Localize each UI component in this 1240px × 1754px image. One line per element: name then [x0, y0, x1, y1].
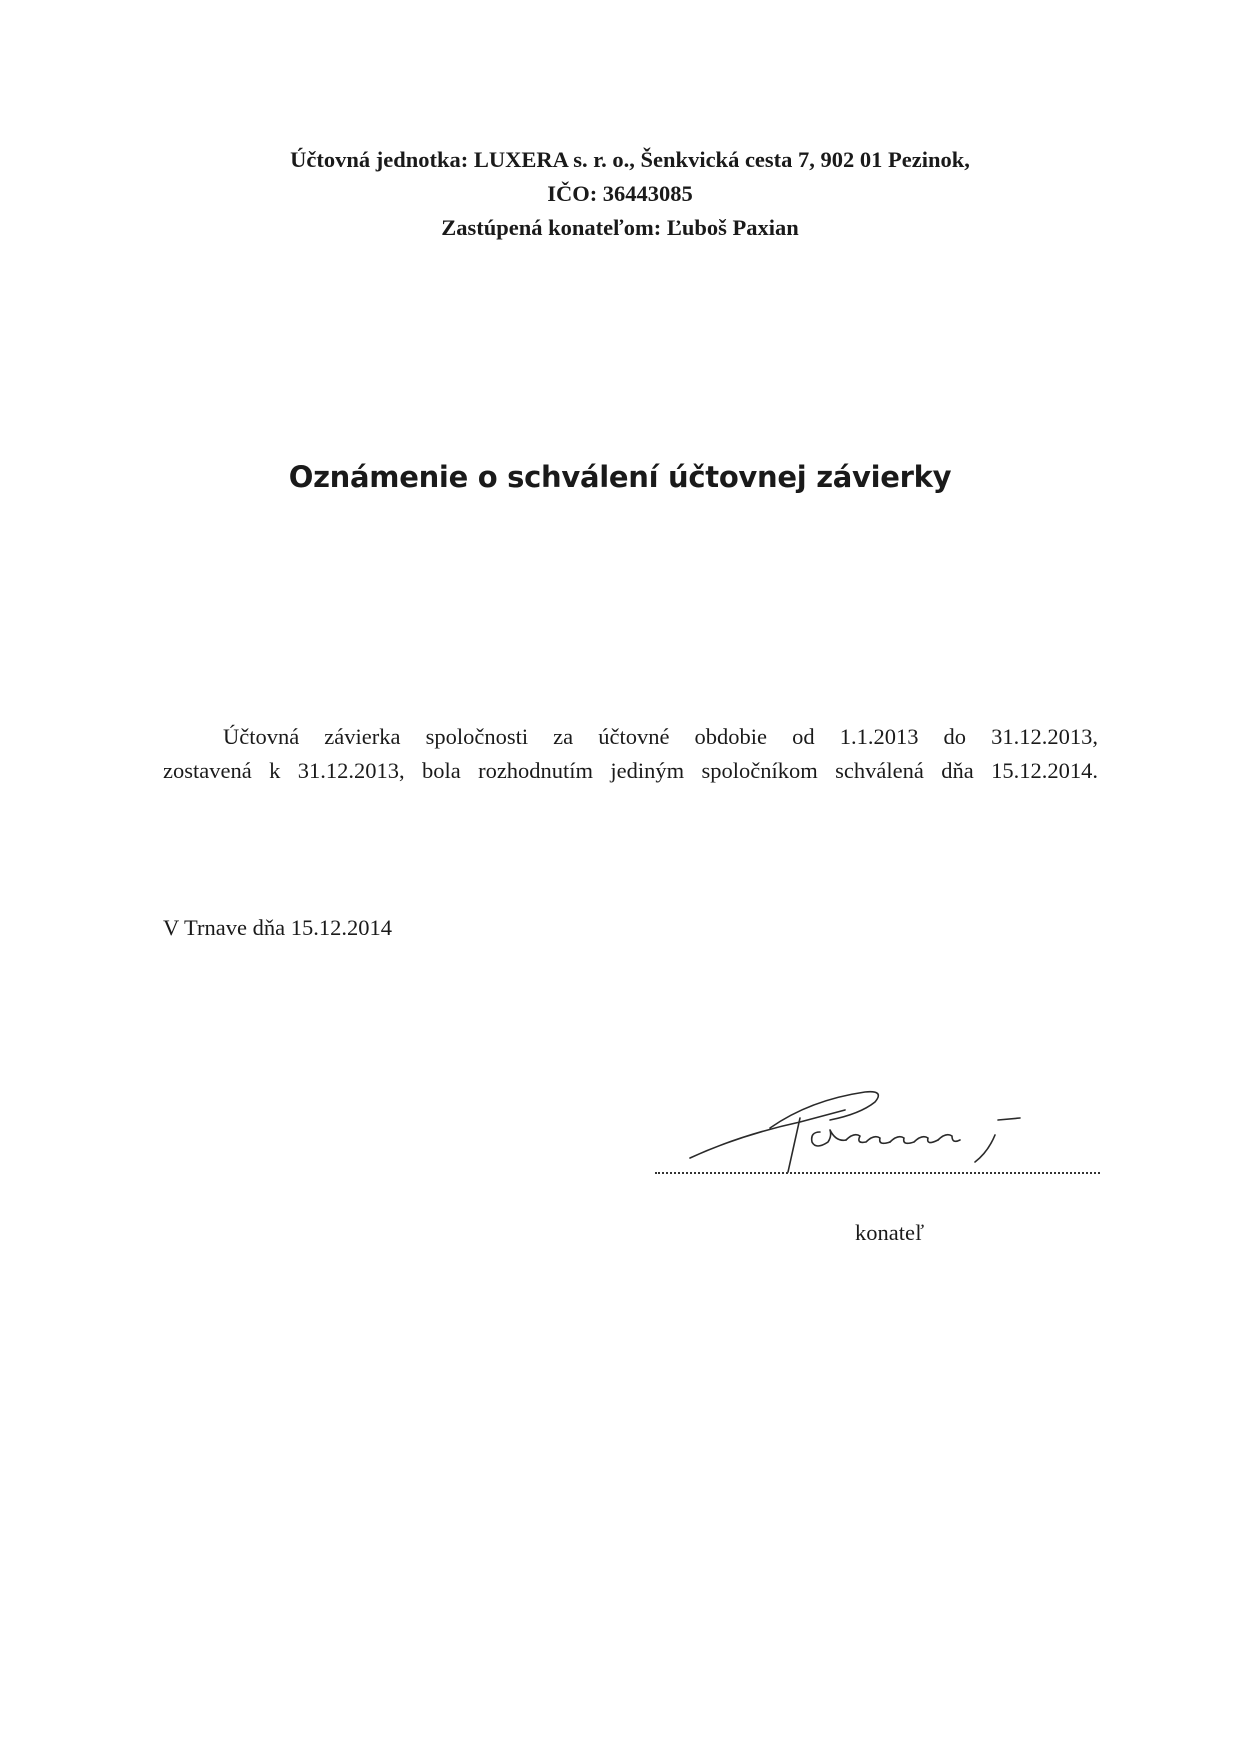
representative-line: Zastúpená konateľom: Ľuboš Paxian	[441, 215, 799, 240]
document-title: Oznámenie o schválení účtovnej závierky	[288, 460, 952, 494]
signature-dotted-line	[655, 1172, 1100, 1174]
company-id-line: IČO: 36443085	[547, 181, 693, 206]
body-line-1: Účtovná závierka spoločnosti za účtovné obdobie od 1.1.2013 do 31.12.2013,	[223, 724, 1098, 749]
body-line-2: zostavená k 31.12.2013, bola rozhodnutím jediným spoločníkom schválená dňa 15.12.2014.	[163, 758, 1098, 783]
document-header	[0, 143, 1240, 245]
signatory-role: konateľ	[855, 1220, 925, 1245]
handwritten-signature	[670, 1080, 1070, 1180]
accounting-entity-line: Účtovná jednotka: LUXERA s. r. o., Šenkvická cesta 7, 902 01 Pezinok,	[290, 147, 970, 172]
body-paragraph	[163, 720, 1098, 788]
place-and-date: V Trnave dňa 15.12.2014	[163, 915, 392, 940]
